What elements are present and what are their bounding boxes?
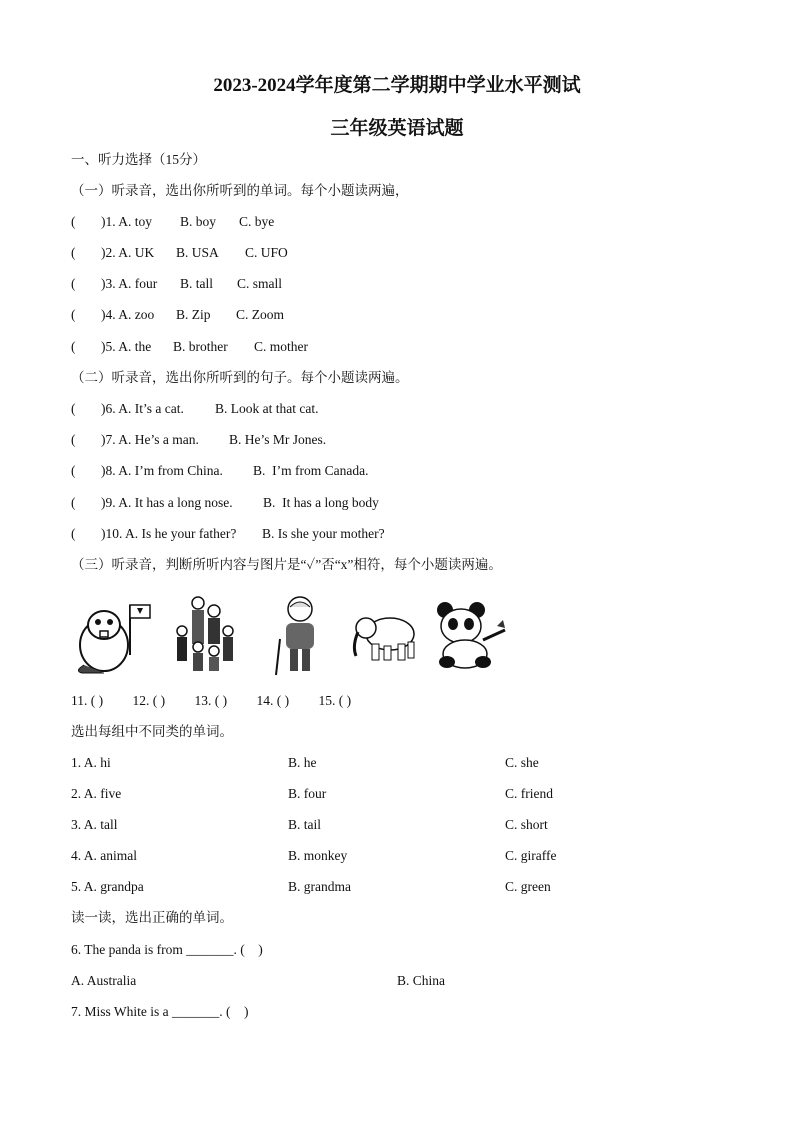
option-b: B. USA bbox=[176, 245, 219, 260]
option-c: C. short bbox=[505, 817, 548, 832]
option-b: B. He’s Mr Jones. bbox=[229, 432, 327, 447]
family-illustration bbox=[170, 595, 240, 675]
option-b: B. tall bbox=[180, 276, 213, 291]
option-c: C. friend bbox=[505, 786, 553, 801]
option-b: B. boy bbox=[180, 214, 217, 229]
list-item: ( )2. A. UK bbox=[71, 245, 155, 260]
option-a: 3. A. tall bbox=[71, 817, 118, 832]
list-item: ( )9. A. It has a long nose. bbox=[71, 495, 233, 510]
option-c: C. mother bbox=[254, 339, 308, 354]
list-item: ( )7. A. He’s a man. bbox=[71, 432, 199, 447]
section2-heading: 选出每组中不同类的单词。 bbox=[71, 724, 233, 739]
page-title: 2023-2024学年度第二学期期中学业水平测试 bbox=[213, 75, 581, 96]
list-item: ( )4. A. zoo bbox=[71, 307, 155, 322]
option-c: C. Zoom bbox=[236, 307, 285, 322]
option-c: C. green bbox=[505, 879, 551, 894]
option-b: B. tail bbox=[288, 817, 321, 832]
list-item: ( )8. A. I’m from China. bbox=[71, 463, 223, 478]
elephant-illustration bbox=[350, 610, 420, 664]
page-subtitle: 三年级英语试题 bbox=[330, 118, 464, 139]
list-item: ( )3. A. four bbox=[71, 276, 158, 291]
q6-option-a: A. Australia bbox=[71, 973, 137, 988]
option-b: B. monkey bbox=[288, 848, 348, 863]
option-a: 5. A. grandpa bbox=[71, 879, 144, 894]
option-a: 2. A. five bbox=[71, 786, 122, 801]
option-b: B. grandma bbox=[288, 879, 351, 894]
option-b: B. Look at that cat. bbox=[215, 401, 319, 416]
answer-blank-13[interactable]: 13. ( ) bbox=[194, 693, 228, 708]
list-item: ( )10. A. Is he your father? bbox=[71, 526, 237, 541]
answer-blank-15[interactable]: 15. ( ) bbox=[318, 693, 352, 708]
list-item: ( )6. A. It’s a cat. bbox=[71, 401, 184, 416]
list-item: ( )5. A. the bbox=[71, 339, 152, 354]
q6-option-b: B. China bbox=[397, 973, 446, 988]
answer-blank-11[interactable]: 11. ( ) bbox=[71, 693, 104, 708]
section3-heading: 读一读，选出正确的单词。 bbox=[71, 910, 233, 925]
option-c: C. bye bbox=[239, 214, 275, 229]
option-c: C. giraffe bbox=[505, 848, 557, 863]
option-b: B. I’m from Canada. bbox=[253, 463, 369, 478]
option-a: 4. A. animal bbox=[71, 848, 137, 863]
beaver-with-flag-illustration bbox=[74, 595, 154, 675]
part2-heading: （二）听录音，选出你所听到的句子。每个小题读两遍。 bbox=[71, 370, 409, 385]
part1-heading: （一）听录音，选出你所听到的单词。每个小题读两遍， bbox=[71, 183, 409, 198]
option-b: B. brother bbox=[173, 339, 228, 354]
option-c: C. UFO bbox=[245, 245, 288, 260]
answer-blank-14[interactable]: 14. ( ) bbox=[256, 693, 290, 708]
list-item: ( )1. A. toy bbox=[71, 214, 153, 229]
option-c: C. she bbox=[505, 755, 539, 770]
question-7: 7. Miss White is a _______. ( ) bbox=[71, 1004, 249, 1019]
option-b: B. Is she your mother? bbox=[262, 526, 385, 541]
grandpa-illustration bbox=[272, 595, 332, 677]
option-b: B. Zip bbox=[176, 307, 211, 322]
answer-blank-12[interactable]: 12. ( ) bbox=[132, 693, 166, 708]
option-b: B. he bbox=[288, 755, 317, 770]
section1-heading: 一、听力选择（15分） bbox=[71, 152, 206, 167]
option-a: 1. A. hi bbox=[71, 755, 111, 770]
panda-illustration bbox=[433, 600, 513, 672]
question-6: 6. The panda is from _______. ( ) bbox=[71, 942, 263, 957]
part3-heading: （三）听录音，判断所听内容与图片是“✓”否“x”相符，每个小题读两遍。 bbox=[71, 557, 502, 572]
option-b: B. four bbox=[288, 786, 327, 801]
option-b: B. It has a long body bbox=[263, 495, 379, 510]
option-c: C. small bbox=[237, 276, 283, 291]
picture-answer-row bbox=[71, 692, 377, 710]
